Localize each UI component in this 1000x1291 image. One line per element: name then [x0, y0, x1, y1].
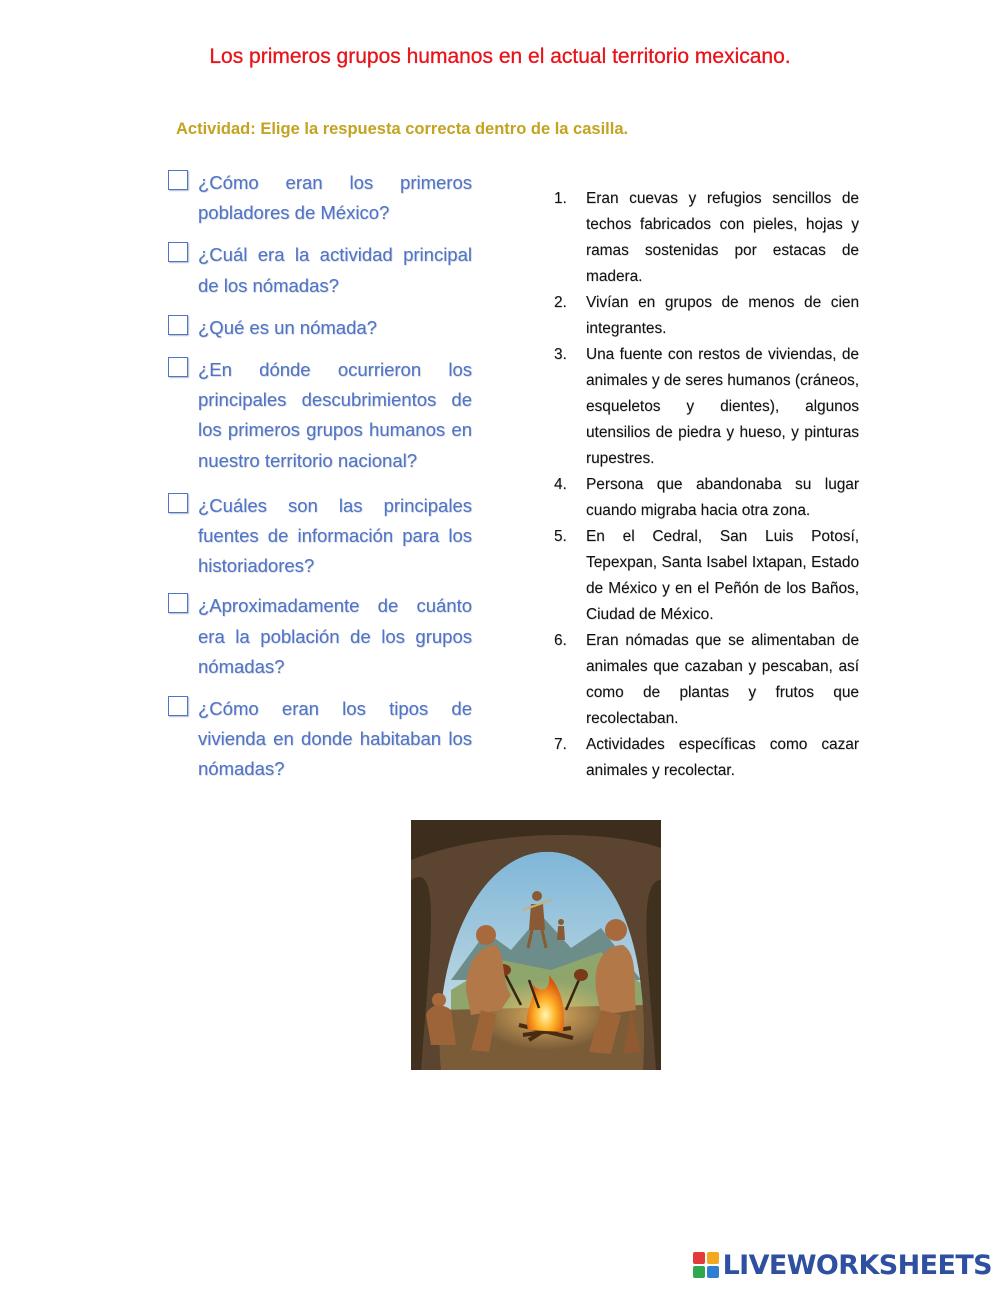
logo-text: LIVEWORKSHEETS [722, 1249, 992, 1281]
answer-item [554, 472, 859, 524]
answer-checkbox[interactable] [168, 493, 188, 513]
answer-text: Vivían en grupos de menos de cien integrantes. [586, 294, 859, 337]
question-text: ¿Cuáles son las principales fuentes de información para los historiadores? [198, 494, 472, 577]
liveworksheets-logo-icon [693, 1252, 719, 1278]
question-item [166, 240, 472, 300]
answer-item [554, 186, 859, 290]
answer-number: 5. [554, 528, 567, 545]
worksheet-title: Los primeros grupos humanos en el actual territorio mexicano. [209, 45, 791, 68]
question-text: ¿En dónde ocurrieron los principales descubrimientos de los primeros grupos humanos en nuestro territorio nacional? [198, 359, 472, 471]
question-item [166, 168, 472, 228]
answer-text: Eran nómadas que se alimentaban de animales que cazaban y pescaban, así como de plantas y frutos que recolectaban. [586, 632, 859, 727]
question-text: ¿Cuál era la actividad principal de los nómadas? [198, 244, 472, 296]
answer-number: 4. [554, 476, 567, 493]
answer-number: 7. [554, 736, 567, 753]
answer-checkbox[interactable] [168, 696, 188, 716]
question-item [166, 694, 472, 785]
answer-text: En el Cedral, San Luis Potosí, Tepexpan, Santa Isabel Ixtapan, Estado de México y en el Peñón de los Baños, Ciudad de México. [586, 528, 859, 623]
question-list [166, 168, 472, 797]
answer-checkbox[interactable] [168, 315, 188, 335]
answer-item [554, 290, 859, 342]
answer-list [554, 186, 859, 784]
answer-item [554, 732, 859, 784]
answer-item [554, 524, 859, 628]
answer-number: 3. [554, 346, 567, 363]
activity-instruction: Actividad: Elige la respuesta correcta dentro de la casilla. [176, 120, 629, 138]
question-item [166, 491, 472, 582]
answer-item [554, 342, 859, 472]
answer-checkbox[interactable] [168, 593, 188, 613]
cave-people-illustration [411, 820, 661, 1070]
answer-number: 1. [554, 190, 567, 207]
question-text: ¿Cómo eran los tipos de vivienda en donde habitaban los nómadas? [198, 698, 472, 780]
answer-item [554, 628, 859, 732]
liveworksheets-logo [693, 1249, 992, 1281]
question-item [166, 355, 472, 476]
answer-text: Una fuente con restos de viviendas, de animales y de seres humanos (cráneos, esqueletos y dientes), algunos utensilios de piedra y hueso, y pinturas rupestres. [586, 346, 859, 467]
answer-checkbox[interactable] [168, 170, 188, 190]
answer-text: Eran cuevas y refugios sencillos de techos fabricados con pieles, hojas y ramas sostenidas por estacas de madera. [586, 190, 859, 285]
answer-checkbox[interactable] [168, 357, 188, 377]
answer-number: 6. [554, 632, 567, 649]
question-item [166, 591, 472, 682]
question-text: ¿Aproximadamente de cuánto era la población de los grupos nómadas? [198, 595, 472, 677]
answer-number: 2. [554, 294, 567, 311]
answer-text: Persona que abandonaba su lugar cuando migraba hacia otra zona. [586, 476, 859, 519]
question-text: ¿Cómo eran los primeros pobladores de México? [198, 172, 472, 224]
question-item [166, 313, 472, 343]
answer-text: Actividades específicas como cazar animales y recolectar. [586, 736, 859, 779]
question-text: ¿Qué es un nómada? [198, 316, 377, 338]
answer-checkbox[interactable] [168, 242, 188, 262]
